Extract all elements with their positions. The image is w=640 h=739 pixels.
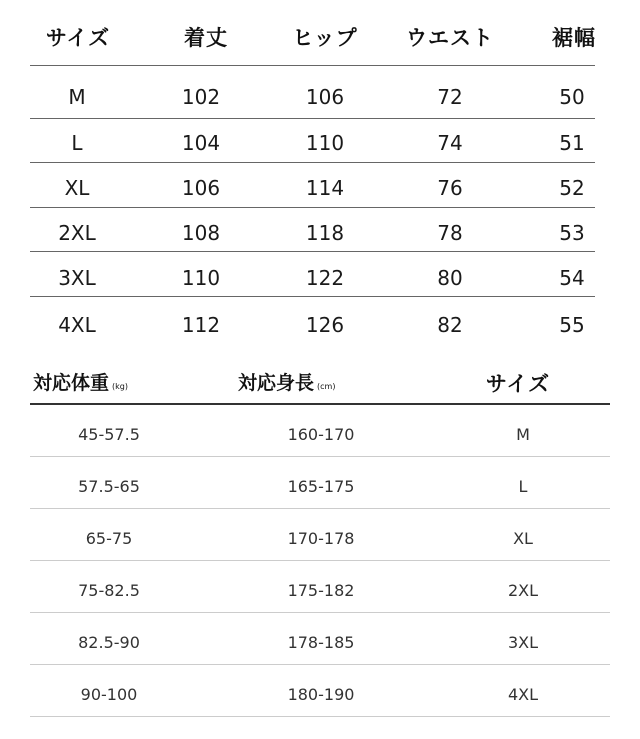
divider [30, 65, 595, 66]
cell-length: 112 [181, 313, 221, 337]
cell-length: 106 [181, 176, 221, 200]
header-length: 着丈 [184, 25, 228, 50]
cell-waist: 76 [437, 176, 463, 200]
cell-waist: 80 [437, 266, 463, 290]
cell-hem-width: 53 [559, 221, 585, 245]
header-body-height [238, 368, 335, 395]
cell-hip: 122 [305, 266, 345, 290]
cell-weight: 90-100 [80, 685, 138, 704]
cell-height: 160-170 [287, 425, 355, 444]
cell-hem-width: 51 [559, 131, 585, 155]
cell-hem-width: 54 [559, 266, 585, 290]
table-row [0, 618, 640, 670]
header-hip: ヒップ [292, 25, 358, 50]
cell-hip: 106 [305, 85, 345, 109]
table-row [0, 514, 640, 566]
table-row [0, 119, 640, 164]
fit-guide-header [0, 355, 640, 405]
table-row [0, 254, 640, 299]
cell-height: 170-178 [287, 529, 355, 548]
cell-height: 175-182 [287, 581, 355, 600]
table-row [0, 410, 640, 462]
cell-weight: 57.5-65 [78, 477, 140, 496]
cell-size: 4XL [58, 313, 96, 337]
divider [30, 251, 595, 252]
header-divider [30, 403, 610, 405]
divider [30, 716, 610, 717]
cell-size: 2XL [58, 221, 96, 245]
cell-size: 3XL [58, 266, 96, 290]
size-chart-header [0, 0, 640, 70]
cell-length: 110 [181, 266, 221, 290]
header-size: サイズ [485, 371, 551, 396]
cell-weight: 75-82.5 [78, 581, 140, 600]
cell-height: 165-175 [287, 477, 355, 496]
header-body-height-unit: (cm) [317, 382, 336, 391]
divider [30, 456, 610, 457]
divider [30, 508, 610, 509]
cell-hem-width: 55 [559, 313, 585, 337]
cell-length: 108 [181, 221, 221, 245]
header-body-weight-label: 対応体重 [33, 372, 110, 394]
header-size: サイズ [45, 25, 111, 50]
cell-hem-width: 50 [559, 85, 585, 109]
cell-hip: 114 [305, 176, 345, 200]
cell-hem-width: 52 [559, 176, 585, 200]
cell-hip: 126 [305, 313, 345, 337]
header-body-weight-unit: (kg) [112, 382, 128, 391]
header-body-height-label: 対応身長 [238, 372, 315, 394]
cell-weight: 82.5-90 [78, 633, 140, 652]
cell-waist: 82 [437, 313, 463, 337]
divider [30, 612, 610, 613]
header-waist: ウエスト [406, 25, 494, 50]
divider [30, 162, 595, 163]
cell-size: 4XL [507, 685, 539, 704]
cell-size: XL [513, 529, 533, 548]
cell-length: 104 [181, 131, 221, 155]
table-row [0, 670, 640, 722]
cell-size: L [518, 477, 528, 496]
size-chart-table [0, 0, 640, 337]
divider [30, 207, 595, 208]
cell-size: XL [64, 176, 90, 200]
cell-hip: 118 [305, 221, 345, 245]
header-body-weight [33, 368, 128, 395]
table-row [0, 164, 640, 209]
cell-size: M [68, 85, 86, 109]
divider [30, 560, 610, 561]
table-row [0, 301, 640, 346]
cell-waist: 78 [437, 221, 463, 245]
cell-waist: 72 [437, 85, 463, 109]
cell-waist: 74 [437, 131, 463, 155]
header-hem-width: 裾幅 [552, 25, 596, 50]
cell-weight: 45-57.5 [78, 425, 140, 444]
divider [30, 296, 595, 297]
cell-size: 3XL [507, 633, 539, 652]
table-row [0, 462, 640, 514]
cell-height: 178-185 [287, 633, 355, 652]
cell-weight: 65-75 [85, 529, 133, 548]
cell-height: 180-190 [287, 685, 355, 704]
table-row [0, 566, 640, 618]
cell-size: L [71, 131, 83, 155]
divider [30, 664, 610, 665]
table-row [0, 73, 640, 118]
cell-size: 2XL [507, 581, 539, 600]
cell-size: M [516, 425, 530, 444]
table-row [0, 209, 640, 254]
cell-hip: 110 [305, 131, 345, 155]
cell-length: 102 [181, 85, 221, 109]
